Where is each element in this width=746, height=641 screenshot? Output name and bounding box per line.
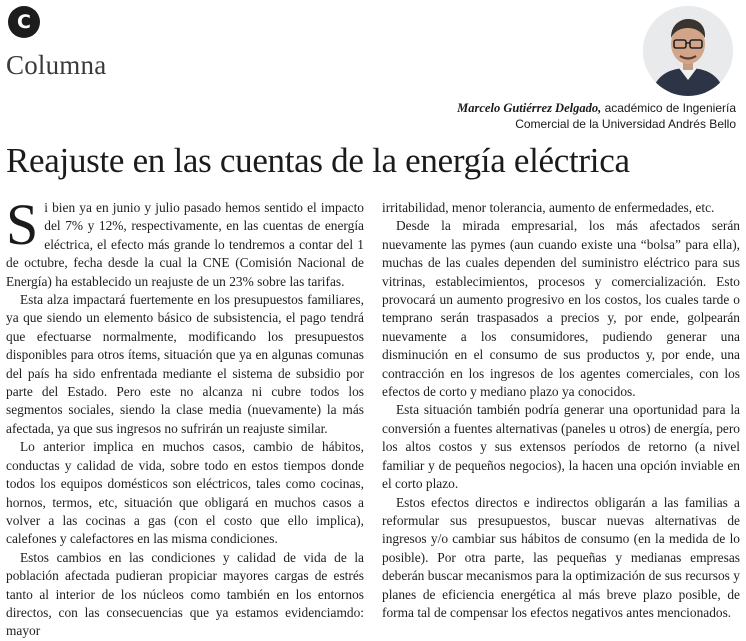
article-headline: Reajuste en las cuentas de la energía eléctrica: [6, 141, 630, 180]
article-paragraph: Estos efectos directos e indirectos obligarán a las familias a reformular sus presupuestos, buscar nuevas alternativas de ingresos y/o cambiar sus hábitos de consumo (en la medida de lo posible). Por otra parte, las pequeñas y medianas empresas deberán buscar mecanismos para la optimización de sus recursos y planes de eficiencia energética al más breve plazo posible, de forma tal de compensar los efectos negativos antes mencionados.: [382, 494, 740, 620]
author-role-line1: académico de Ingeniería: [604, 101, 736, 115]
article-paragraph: Desde la mirada empresarial, los más afectados serán nuevamente las pymes (aun cuando existe una “bolsa” para ella), muchas de las cuales dependen del suministro eléctrico para sus vitrinas, establecimientos, procesos y comercialización. Esto provocará un aumento progresivo en los costos, los cuales tarde o temprano serán traspasados a precios y, por ende, golpearán nuevamente a los consumidores, pudiendo generar una disminución en el consumo de sus productos y, por ende, una contracción en los ingresos de los agentes comerciales, con los efectos de corto y mediano plazo ya conocidos.: [382, 218, 740, 400]
article-paragraph: irritabilidad, menor tolerancia, aumento de enfermedades, etc.: [382, 200, 715, 215]
paragraph-text: i bien ya en junio y julio pasado hemos sentido el impacto del 7% y 12%, respectivamente, en las cuentas de energía eléctrica, el efecto más grande lo tendremos a contar del 1 de octubre, fecha desde la cual la CNE (Comisión Nacional de Energía) ha establecido un reajuste de un 23% sobre las tarifas.: [6, 200, 364, 289]
article-column-right: [382, 199, 740, 622]
article-paragraph: [6, 192, 364, 291]
section-label: Columna: [6, 50, 107, 80]
article-paragraph: Esta situación también podría generar una oportunidad para la conversión a fuentes alternativas (paneles u otros) de energía, pero los altos costos y sus extensos períodos de retorno (a nivel familiar y de pequeños negocios), la hacen una opción inviable en el corto plazo.: [382, 402, 740, 492]
article-paragraph: Lo anterior implica en muchos casos, cambio de hábitos, conductas y calidad de vida, sobre todo en estos tiempos donde todos los equipos domésticos son eléctricos, tales como cocinas, hornos, termos, etc, situación que obligará en muchos casos a volver a las cocinas a gas (con el costo que ello implica), calefones y calefactores en las misma condiciones.: [6, 439, 364, 547]
author-photo: [643, 6, 733, 96]
column-badge: C: [8, 6, 40, 38]
drop-cap: S: [6, 192, 39, 257]
byline: [457, 100, 736, 132]
author-name: Marcelo Gutiérrez Delgado,: [457, 101, 602, 115]
article-column-left: [6, 192, 364, 641]
article-paragraph: Esta alza impactará fuertemente en los presupuestos familiares, ya que siendo un elemento básico de subsistencia, el pago tendrá que efectuarse normalmente, modificando los presupuestos disponibles para otros ítems, situación que ya en algunas comunas del país ha sido enfrentada mediante el sistema de subsidio por parte del Estado. Pero este no alcanza ni cubre todos los segmentos sociales, siendo la clase media (nuevamente) la más afectada, ya que sus ingresos no sufrirán un reajuste similar.: [6, 292, 364, 436]
author-role-line2: Comercial de la Universidad Andrés Bello: [515, 117, 736, 131]
article-paragraph: Estos cambios en las condiciones y calidad de vida de la población afectada pudieran propiciar mayores cargas de estrés tanto al interior de los núcleos como también en los entornos directos, con las consecuencias que ya estamos evidenciamdo: mayor: [6, 549, 364, 639]
